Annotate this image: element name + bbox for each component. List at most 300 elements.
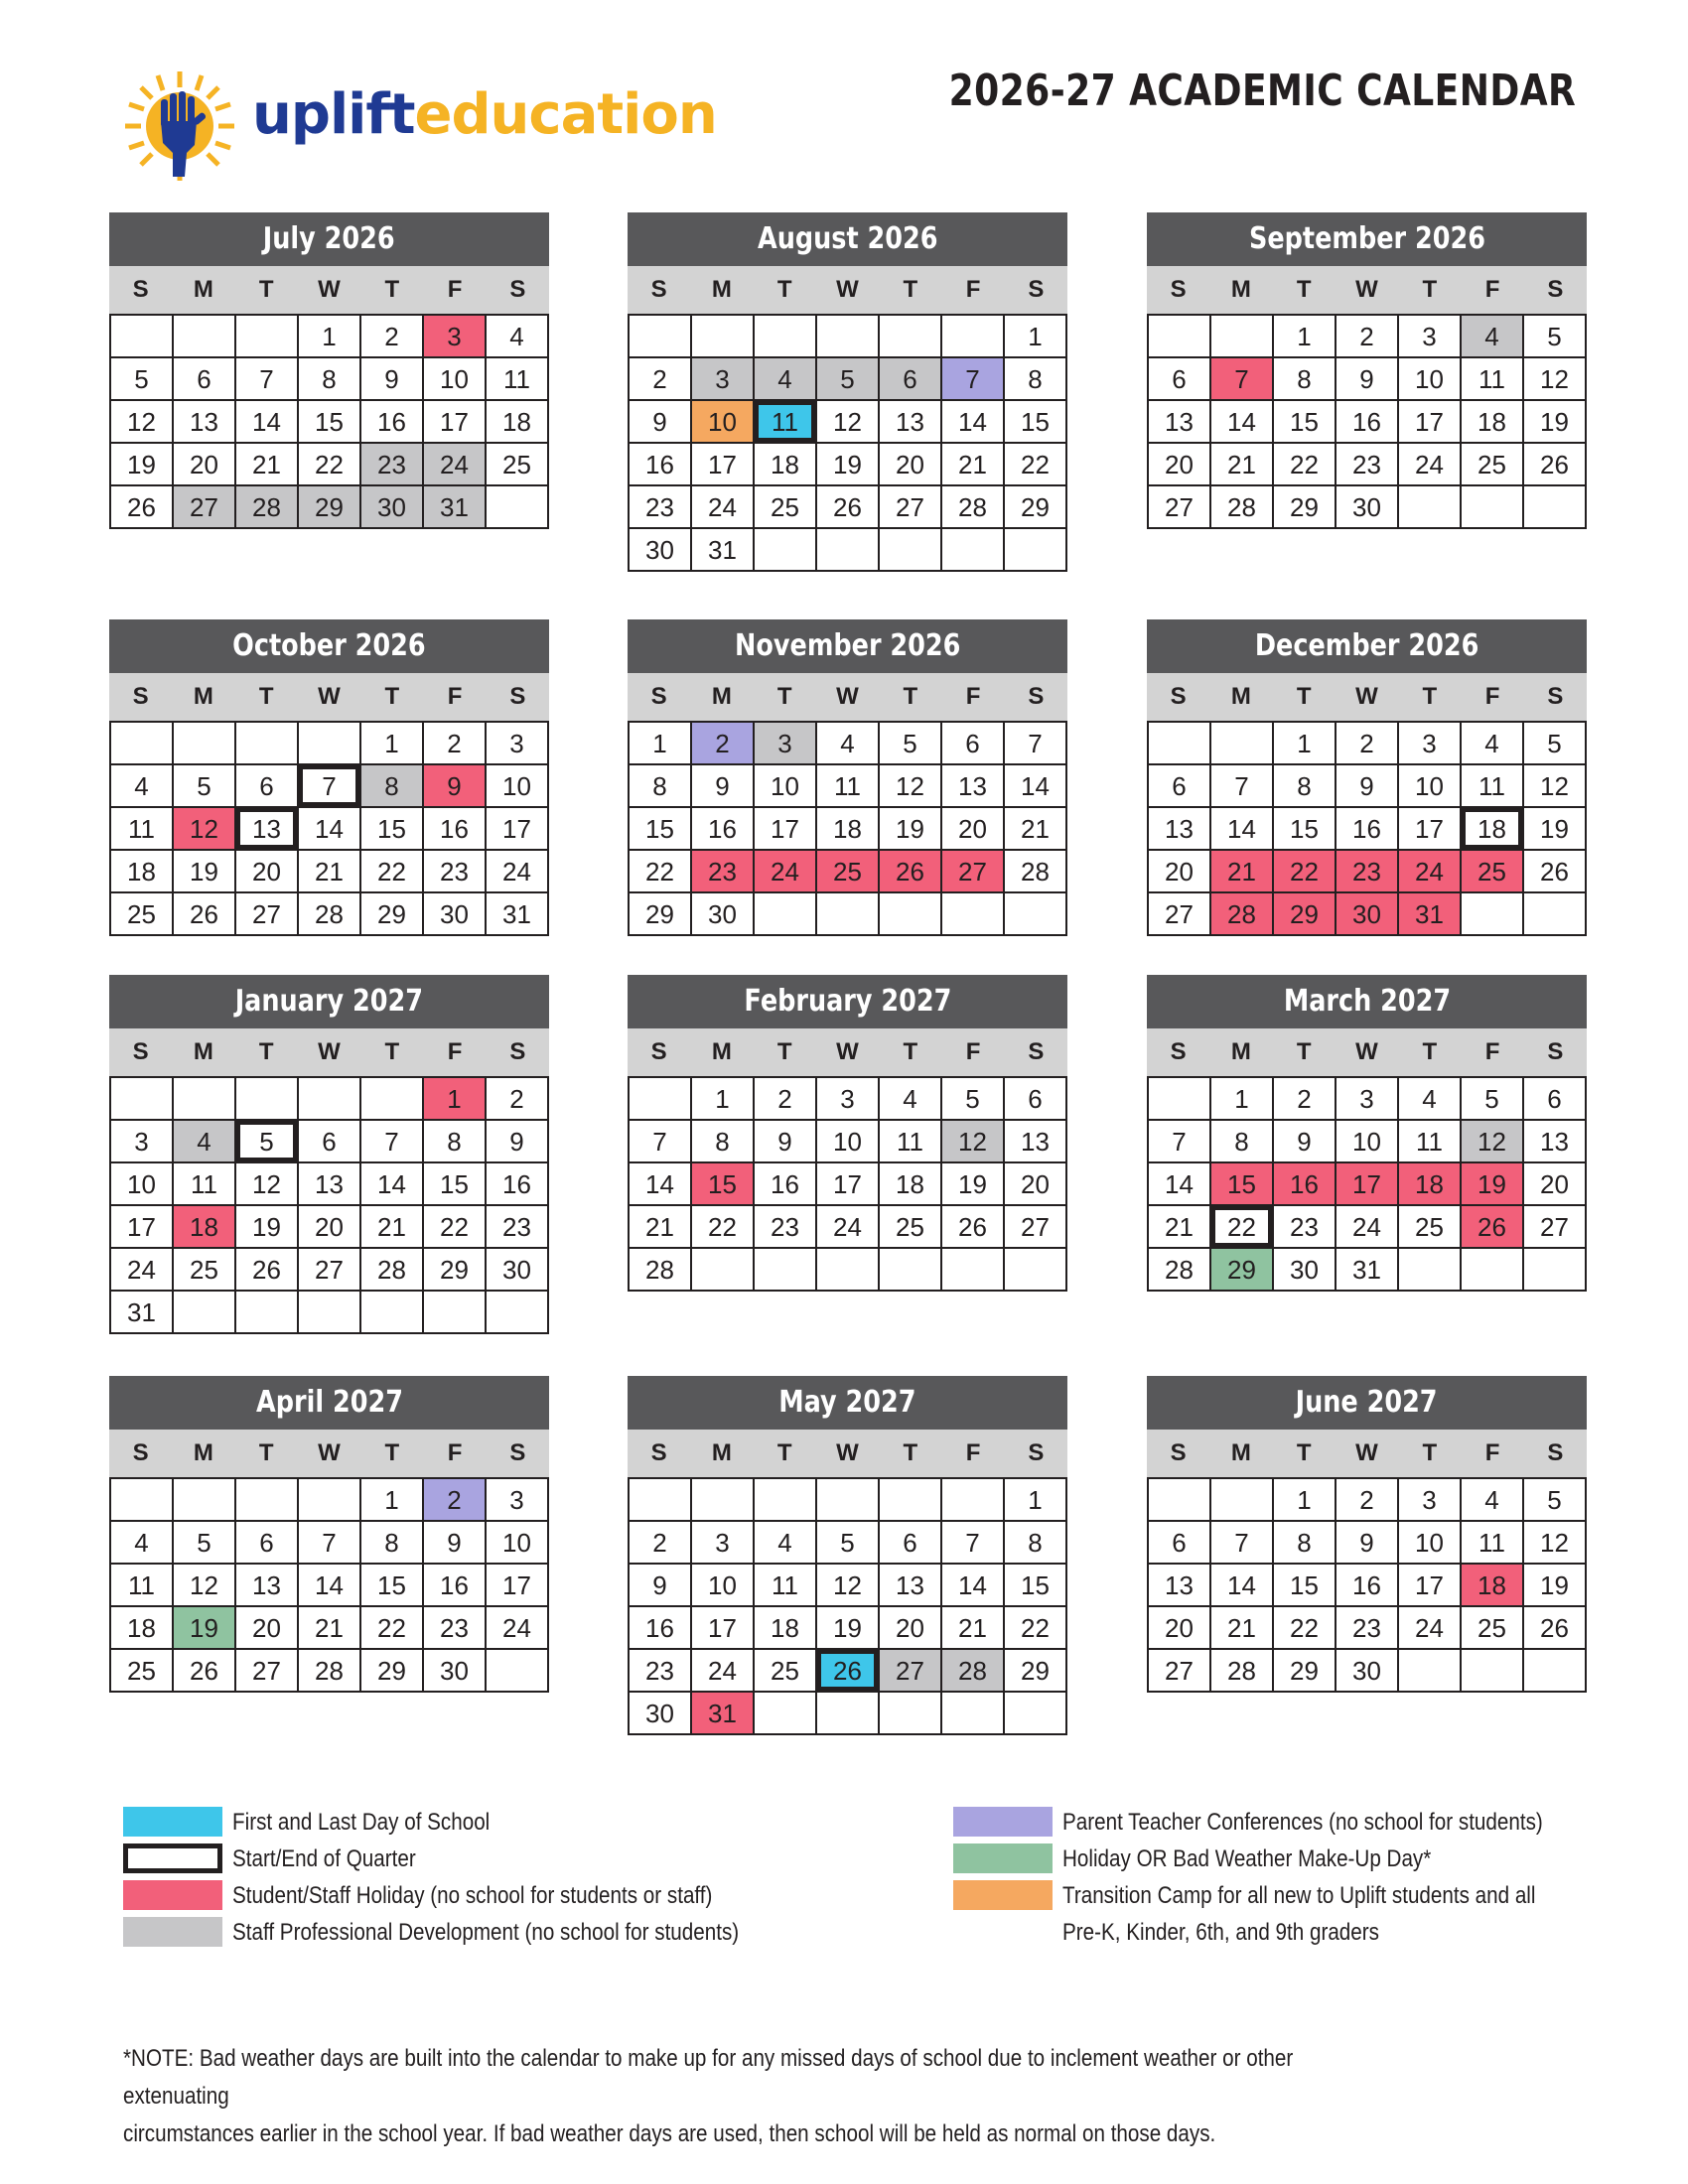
day-cell: 7 xyxy=(942,358,1005,401)
empty-cell xyxy=(880,316,942,358)
weekday-label: M xyxy=(711,1038,732,1065)
day-cell: 18 xyxy=(755,1607,817,1650)
day-cell: 11 xyxy=(487,358,549,401)
day-cell: 3 xyxy=(487,1479,549,1522)
empty-cell xyxy=(1149,1479,1211,1522)
day-cell: 3 xyxy=(692,358,755,401)
legend-label-makeup: Holiday OR Bad Weather Make-Up Day* xyxy=(1062,1845,1432,1872)
empty-cell xyxy=(174,723,236,765)
day-cell: 13 xyxy=(880,1565,942,1607)
weekday-label: F xyxy=(447,276,463,303)
day-cell: 20 xyxy=(880,1607,942,1650)
weekday-label: F xyxy=(965,1038,981,1065)
day-cell: 17 xyxy=(111,1206,174,1249)
day-cell: 8 xyxy=(299,358,361,401)
month-3 xyxy=(1147,212,1587,529)
weekday-label: S xyxy=(1547,1038,1564,1065)
weekday-label: M xyxy=(1230,276,1251,303)
day-cell: 24 xyxy=(1399,851,1462,893)
day-cell: 30 xyxy=(424,893,487,936)
day-cell: 10 xyxy=(1336,1121,1399,1163)
day-cell: 22 xyxy=(1005,444,1067,486)
day-cell: 28 xyxy=(1211,893,1274,936)
day-cell: 23 xyxy=(1274,1206,1336,1249)
month-title-text: October 2026 xyxy=(232,628,426,663)
day-cell: 4 xyxy=(755,1522,817,1565)
weekday-label: M xyxy=(193,1439,213,1466)
day-cell: 24 xyxy=(692,486,755,529)
empty-cell xyxy=(817,893,880,936)
empty-cell xyxy=(817,1479,880,1522)
day-cell: 21 xyxy=(942,444,1005,486)
weekday-header xyxy=(1147,1028,1587,1076)
day-cell: 22 xyxy=(1274,851,1336,893)
day-cell: 22 xyxy=(1211,1206,1274,1249)
weekday-label: F xyxy=(965,276,981,303)
day-cell: 27 xyxy=(1149,1650,1211,1693)
weekday-label: W xyxy=(836,1439,859,1466)
day-cell: 9 xyxy=(630,401,692,444)
weekday-label: S xyxy=(509,683,526,710)
day-cell: 2 xyxy=(630,358,692,401)
weekday-header xyxy=(109,1028,549,1076)
day-cell: 4 xyxy=(1462,723,1524,765)
brand-wordmark xyxy=(252,82,717,147)
empty-cell xyxy=(174,1292,236,1334)
weekday-label: T xyxy=(1296,276,1312,303)
empty-cell xyxy=(755,893,817,936)
day-cell: 2 xyxy=(1336,723,1399,765)
month-1 xyxy=(109,212,549,529)
weekday-label: T xyxy=(1422,1439,1438,1466)
empty-cell xyxy=(1005,893,1067,936)
day-cell: 14 xyxy=(1211,808,1274,851)
month-2 xyxy=(628,212,1067,572)
month-7 xyxy=(109,975,549,1334)
weekday-label: T xyxy=(384,683,400,710)
day-cell: 24 xyxy=(692,1650,755,1693)
weekday-label: S xyxy=(650,1439,667,1466)
day-cell: 17 xyxy=(1399,1565,1462,1607)
day-cell: 28 xyxy=(1211,1650,1274,1693)
day-cell: 5 xyxy=(1524,316,1587,358)
day-cell: 20 xyxy=(1149,444,1211,486)
empty-cell xyxy=(942,893,1005,936)
day-cell: 25 xyxy=(755,1650,817,1693)
weekday-header xyxy=(628,1028,1067,1076)
day-cell: 10 xyxy=(111,1163,174,1206)
legend-swatch-pd xyxy=(123,1917,222,1947)
day-cell: 12 xyxy=(817,401,880,444)
day-cell: 25 xyxy=(817,851,880,893)
day-cell: 6 xyxy=(1149,765,1211,808)
day-cell: 10 xyxy=(755,765,817,808)
weekday-label: M xyxy=(1230,1439,1251,1466)
day-cell: 9 xyxy=(692,765,755,808)
day-cell: 4 xyxy=(817,723,880,765)
weekday-label: S xyxy=(1028,683,1045,710)
day-cell: 18 xyxy=(1462,1565,1524,1607)
day-cell: 27 xyxy=(880,1650,942,1693)
day-cell: 18 xyxy=(1462,401,1524,444)
month-title xyxy=(109,212,549,266)
footnote-line-1: *NOTE: Bad weather days are built into the calendar to make up for any missed days of school due to inclement weather or other extenuating xyxy=(123,2045,1294,2110)
day-cell: 7 xyxy=(942,1522,1005,1565)
weekday-label: W xyxy=(318,1038,341,1065)
weekday-label: W xyxy=(318,1439,341,1466)
day-cell: 12 xyxy=(942,1121,1005,1163)
day-cell: 23 xyxy=(487,1206,549,1249)
day-cell: 3 xyxy=(1336,1078,1399,1121)
brand-part1: uplift xyxy=(252,82,415,147)
day-cell: 13 xyxy=(880,401,942,444)
empty-cell xyxy=(755,1479,817,1522)
weekday-label: T xyxy=(258,1038,274,1065)
day-cell: 23 xyxy=(1336,444,1399,486)
day-cell: 26 xyxy=(817,1650,880,1693)
day-cell: 25 xyxy=(487,444,549,486)
day-cell: 13 xyxy=(299,1163,361,1206)
legend-label-holiday: Student/Staff Holiday (no school for students or staff) xyxy=(232,1882,713,1909)
day-cell: 29 xyxy=(1005,486,1067,529)
day-cell: 28 xyxy=(361,1249,424,1292)
weekday-header xyxy=(109,673,549,721)
day-cell: 23 xyxy=(755,1206,817,1249)
day-cell: 22 xyxy=(424,1206,487,1249)
day-cell: 23 xyxy=(692,851,755,893)
day-grid xyxy=(109,314,549,529)
day-cell: 16 xyxy=(487,1163,549,1206)
weekday-label: W xyxy=(836,276,859,303)
weekday-label: S xyxy=(509,1439,526,1466)
weekday-header xyxy=(1147,1430,1587,1477)
day-cell: 7 xyxy=(299,765,361,808)
empty-cell xyxy=(630,316,692,358)
day-cell: 6 xyxy=(236,765,299,808)
day-cell: 15 xyxy=(1211,1163,1274,1206)
month-title-text: April 2027 xyxy=(255,1385,403,1420)
day-cell: 29 xyxy=(1274,1650,1336,1693)
day-cell: 4 xyxy=(174,1121,236,1163)
footnote-line-2: circumstances earlier in the school year. If bad weather days are used, then school will be held as normal on those days. xyxy=(123,2120,1216,2147)
weekday-label: T xyxy=(776,1439,792,1466)
month-title-text: May 2027 xyxy=(778,1385,916,1420)
day-cell: 1 xyxy=(1211,1078,1274,1121)
empty-cell xyxy=(111,316,174,358)
day-cell: 30 xyxy=(1274,1249,1336,1292)
empty-cell xyxy=(817,1693,880,1735)
day-cell: 24 xyxy=(487,851,549,893)
day-cell: 13 xyxy=(1149,401,1211,444)
day-cell: 20 xyxy=(1149,1607,1211,1650)
day-cell: 13 xyxy=(1524,1121,1587,1163)
empty-cell xyxy=(880,1249,942,1292)
weekday-label: S xyxy=(1547,1439,1564,1466)
day-cell: 6 xyxy=(1149,358,1211,401)
weekday-label: T xyxy=(1422,1038,1438,1065)
weekday-label: S xyxy=(132,1439,149,1466)
day-cell: 1 xyxy=(424,1078,487,1121)
day-cell: 18 xyxy=(111,1607,174,1650)
day-cell: 1 xyxy=(692,1078,755,1121)
weekday-label: T xyxy=(903,1038,918,1065)
footnote xyxy=(123,2040,1319,2153)
day-cell: 2 xyxy=(692,723,755,765)
day-cell: 2 xyxy=(1336,1479,1399,1522)
weekday-label: M xyxy=(1230,1038,1251,1065)
day-cell: 5 xyxy=(1524,723,1587,765)
day-cell: 25 xyxy=(1462,444,1524,486)
day-cell: 3 xyxy=(111,1121,174,1163)
day-cell: 7 xyxy=(1005,723,1067,765)
empty-cell xyxy=(1005,529,1067,572)
day-cell: 22 xyxy=(299,444,361,486)
weekday-label: S xyxy=(1547,683,1564,710)
empty-cell xyxy=(1462,1650,1524,1693)
empty-cell xyxy=(630,1479,692,1522)
day-cell: 12 xyxy=(1524,765,1587,808)
day-cell: 23 xyxy=(630,1650,692,1693)
month-title xyxy=(109,619,549,673)
weekday-label: T xyxy=(258,276,274,303)
weekday-label: S xyxy=(132,683,149,710)
month-10 xyxy=(109,1376,549,1693)
day-cell: 31 xyxy=(487,893,549,936)
day-cell: 5 xyxy=(236,1121,299,1163)
weekday-label: S xyxy=(1170,276,1187,303)
weekday-label: S xyxy=(1028,1439,1045,1466)
day-cell: 11 xyxy=(755,401,817,444)
weekday-header xyxy=(1147,673,1587,721)
empty-cell xyxy=(942,529,1005,572)
empty-cell xyxy=(817,316,880,358)
day-cell: 17 xyxy=(424,401,487,444)
legend-swatch-holiday xyxy=(123,1880,222,1910)
weekday-label: M xyxy=(711,683,732,710)
day-cell: 26 xyxy=(942,1206,1005,1249)
weekday-header xyxy=(1147,266,1587,314)
empty-cell xyxy=(1524,486,1587,529)
day-cell: 28 xyxy=(236,486,299,529)
day-cell: 1 xyxy=(361,723,424,765)
day-grid xyxy=(1147,1076,1587,1292)
day-cell: 17 xyxy=(692,1607,755,1650)
legend-label-transition-1: Transition Camp for all new to Uplift students and all xyxy=(1062,1882,1536,1909)
day-cell: 3 xyxy=(487,723,549,765)
empty-cell xyxy=(817,529,880,572)
empty-cell xyxy=(880,1479,942,1522)
day-cell: 20 xyxy=(174,444,236,486)
day-cell: 1 xyxy=(1274,723,1336,765)
day-cell: 24 xyxy=(1399,1607,1462,1650)
day-cell: 9 xyxy=(1274,1121,1336,1163)
day-grid xyxy=(628,721,1067,936)
day-cell: 28 xyxy=(942,1650,1005,1693)
legend-item-makeup xyxy=(953,1843,1589,1875)
legend-label-ptc: Parent Teacher Conferences (no school for students) xyxy=(1062,1809,1543,1836)
day-cell: 7 xyxy=(1211,1522,1274,1565)
day-cell: 14 xyxy=(630,1163,692,1206)
day-cell: 30 xyxy=(1336,893,1399,936)
day-cell: 22 xyxy=(630,851,692,893)
day-cell: 27 xyxy=(1149,893,1211,936)
day-cell: 2 xyxy=(630,1522,692,1565)
day-cell: 17 xyxy=(1399,808,1462,851)
empty-cell xyxy=(942,316,1005,358)
day-grid xyxy=(628,1477,1067,1735)
day-cell: 17 xyxy=(487,1565,549,1607)
day-cell: 20 xyxy=(299,1206,361,1249)
day-cell: 14 xyxy=(1149,1163,1211,1206)
day-cell: 10 xyxy=(817,1121,880,1163)
day-cell: 12 xyxy=(1462,1121,1524,1163)
day-cell: 14 xyxy=(299,1565,361,1607)
day-cell: 5 xyxy=(1524,1479,1587,1522)
empty-cell xyxy=(1149,1078,1211,1121)
day-cell: 16 xyxy=(424,808,487,851)
day-cell: 13 xyxy=(1149,1565,1211,1607)
day-cell: 18 xyxy=(1399,1163,1462,1206)
weekday-label: W xyxy=(318,683,341,710)
day-cell: 11 xyxy=(755,1565,817,1607)
day-cell: 21 xyxy=(236,444,299,486)
empty-cell xyxy=(1524,1650,1587,1693)
day-cell: 5 xyxy=(111,358,174,401)
day-cell: 18 xyxy=(817,808,880,851)
day-cell: 30 xyxy=(1336,486,1399,529)
day-cell: 28 xyxy=(1149,1249,1211,1292)
day-cell: 23 xyxy=(1336,851,1399,893)
day-cell: 19 xyxy=(111,444,174,486)
day-cell: 7 xyxy=(630,1121,692,1163)
day-cell: 8 xyxy=(1274,358,1336,401)
month-12 xyxy=(1147,1376,1587,1693)
day-cell: 29 xyxy=(1211,1249,1274,1292)
weekday-label: T xyxy=(384,276,400,303)
day-cell: 15 xyxy=(1005,1565,1067,1607)
day-cell: 2 xyxy=(1274,1078,1336,1121)
day-cell: 4 xyxy=(755,358,817,401)
day-cell: 27 xyxy=(1149,486,1211,529)
uplift-education-logo xyxy=(123,69,717,183)
day-cell: 2 xyxy=(1336,316,1399,358)
day-grid xyxy=(109,721,549,936)
day-cell: 31 xyxy=(692,1693,755,1735)
page-title: 2026-27 ACADEMIC CALENDAR xyxy=(948,66,1576,116)
day-cell: 9 xyxy=(1336,1522,1399,1565)
day-cell: 17 xyxy=(755,808,817,851)
day-cell: 27 xyxy=(299,1249,361,1292)
weekday-label: F xyxy=(1484,683,1500,710)
weekday-label: F xyxy=(1484,1439,1500,1466)
weekday-label: T xyxy=(776,1038,792,1065)
empty-cell xyxy=(1005,1693,1067,1735)
day-cell: 1 xyxy=(630,723,692,765)
month-title-text: February 2027 xyxy=(744,984,951,1019)
day-cell: 24 xyxy=(755,851,817,893)
day-cell: 24 xyxy=(111,1249,174,1292)
day-cell: 28 xyxy=(1005,851,1067,893)
day-cell: 22 xyxy=(1005,1607,1067,1650)
weekday-header xyxy=(628,1430,1067,1477)
month-title xyxy=(109,975,549,1028)
month-title xyxy=(628,619,1067,673)
legend-item-transition xyxy=(953,1880,1589,1912)
day-cell: 7 xyxy=(236,358,299,401)
empty-cell xyxy=(236,1479,299,1522)
empty-cell xyxy=(692,1479,755,1522)
day-cell: 9 xyxy=(487,1121,549,1163)
day-cell: 8 xyxy=(630,765,692,808)
month-title-text: December 2026 xyxy=(1254,628,1479,663)
month-title xyxy=(628,1376,1067,1430)
day-cell: 13 xyxy=(174,401,236,444)
day-cell: 15 xyxy=(1274,401,1336,444)
legend-item-ptc xyxy=(953,1807,1589,1839)
day-cell: 2 xyxy=(424,1479,487,1522)
day-cell: 30 xyxy=(692,893,755,936)
day-cell: 10 xyxy=(1399,1522,1462,1565)
day-cell: 4 xyxy=(880,1078,942,1121)
legend-swatch-quarter xyxy=(123,1843,222,1873)
day-cell: 29 xyxy=(630,893,692,936)
day-cell: 21 xyxy=(361,1206,424,1249)
month-title-text: January 2027 xyxy=(234,984,424,1019)
weekday-label: T xyxy=(903,683,918,710)
day-cell: 29 xyxy=(299,486,361,529)
day-cell: 13 xyxy=(1005,1121,1067,1163)
day-cell: 4 xyxy=(487,316,549,358)
day-cell: 9 xyxy=(1336,765,1399,808)
weekday-label: T xyxy=(776,276,792,303)
legend-swatch-makeup xyxy=(953,1843,1053,1873)
day-cell: 6 xyxy=(1524,1078,1587,1121)
day-cell: 13 xyxy=(236,808,299,851)
empty-cell xyxy=(1149,316,1211,358)
month-9 xyxy=(1147,975,1587,1292)
day-cell: 12 xyxy=(236,1163,299,1206)
day-cell: 20 xyxy=(942,808,1005,851)
day-cell: 27 xyxy=(1524,1206,1587,1249)
day-cell: 2 xyxy=(424,723,487,765)
day-cell: 18 xyxy=(880,1163,942,1206)
weekday-label: T xyxy=(1296,683,1312,710)
weekday-label: T xyxy=(384,1439,400,1466)
day-cell: 6 xyxy=(299,1121,361,1163)
day-cell: 31 xyxy=(424,486,487,529)
day-cell: 29 xyxy=(1005,1650,1067,1693)
day-cell: 1 xyxy=(1005,316,1067,358)
weekday-label: W xyxy=(1355,683,1378,710)
day-cell: 30 xyxy=(424,1650,487,1693)
day-cell: 7 xyxy=(361,1121,424,1163)
empty-cell xyxy=(692,316,755,358)
day-cell: 5 xyxy=(174,1522,236,1565)
day-cell: 26 xyxy=(1524,1607,1587,1650)
day-cell: 12 xyxy=(174,808,236,851)
day-cell: 11 xyxy=(880,1121,942,1163)
day-cell: 11 xyxy=(1462,1522,1524,1565)
weekday-label: W xyxy=(1355,276,1378,303)
weekday-label: W xyxy=(836,683,859,710)
day-cell: 30 xyxy=(1336,1650,1399,1693)
empty-cell xyxy=(1524,893,1587,936)
empty-cell xyxy=(880,529,942,572)
day-cell: 21 xyxy=(1211,444,1274,486)
empty-cell xyxy=(1211,316,1274,358)
empty-cell xyxy=(1211,1479,1274,1522)
day-cell: 14 xyxy=(942,401,1005,444)
